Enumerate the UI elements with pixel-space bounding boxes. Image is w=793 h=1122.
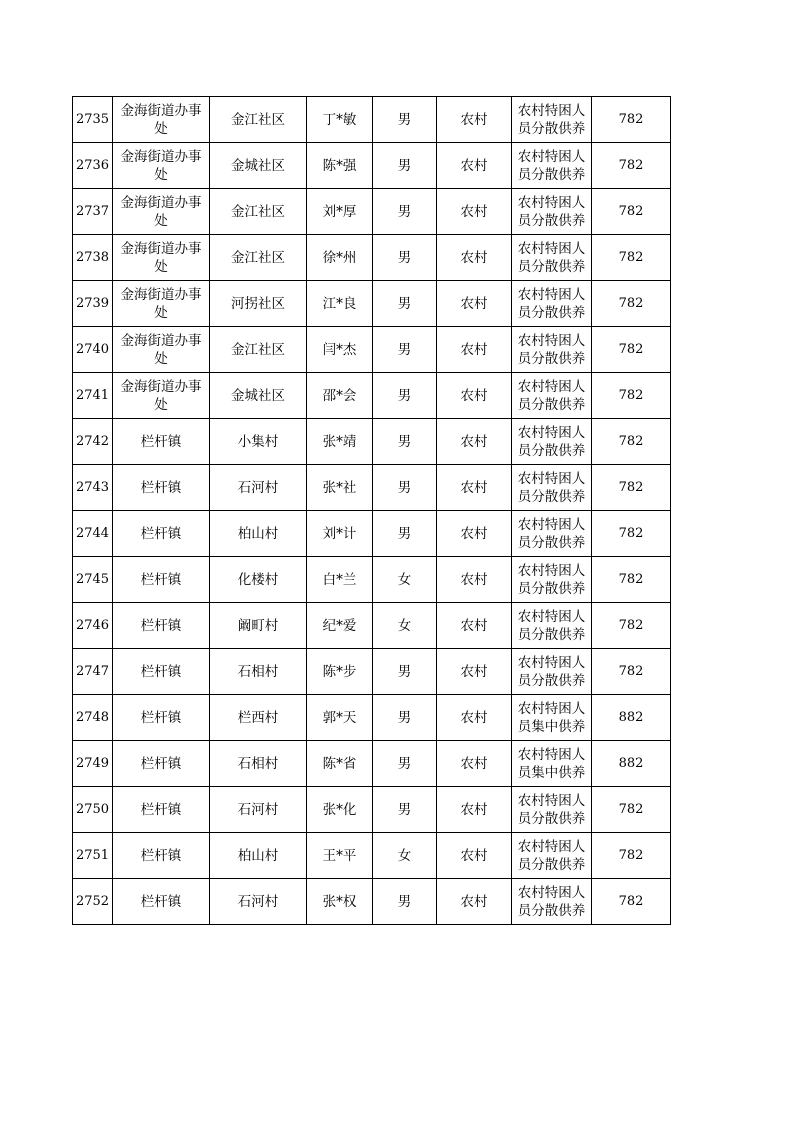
person-name-cell: 陈*强	[307, 143, 373, 189]
record-id-cell: 2747	[73, 649, 113, 695]
support-type-cell: 农村特困人员分散供养	[512, 787, 592, 833]
gender-cell: 女	[373, 557, 437, 603]
table-row	[73, 465, 671, 511]
amount-cell: 882	[592, 741, 671, 787]
table-row	[73, 695, 671, 741]
residence-area-cell: 农村	[437, 879, 512, 925]
person-name-cell: 陈*步	[307, 649, 373, 695]
community-cell: 石河村	[210, 787, 307, 833]
support-type-cell: 农村特困人员分散供养	[512, 879, 592, 925]
amount-cell: 782	[592, 373, 671, 419]
table-row	[73, 787, 671, 833]
table-row	[73, 879, 671, 925]
residence-area-cell: 农村	[437, 787, 512, 833]
street-office-cell: 栏杆镇	[113, 465, 210, 511]
amount-cell: 782	[592, 189, 671, 235]
street-office-cell: 栏杆镇	[113, 787, 210, 833]
street-office-cell: 金海街道办事处	[113, 235, 210, 281]
amount-cell: 782	[592, 603, 671, 649]
records-table	[72, 96, 671, 925]
residence-area-cell: 农村	[437, 511, 512, 557]
record-id-cell: 2752	[73, 879, 113, 925]
support-type-cell: 农村特困人员分散供养	[512, 189, 592, 235]
residence-area-cell: 农村	[437, 465, 512, 511]
table-row	[73, 741, 671, 787]
person-name-cell: 郭*天	[307, 695, 373, 741]
street-office-cell: 栏杆镇	[113, 879, 210, 925]
gender-cell: 男	[373, 787, 437, 833]
gender-cell: 女	[373, 833, 437, 879]
amount-cell: 782	[592, 833, 671, 879]
amount-cell: 782	[592, 327, 671, 373]
record-id-cell: 2743	[73, 465, 113, 511]
table-row	[73, 511, 671, 557]
gender-cell: 女	[373, 603, 437, 649]
gender-cell: 男	[373, 235, 437, 281]
person-name-cell: 邵*会	[307, 373, 373, 419]
residence-area-cell: 农村	[437, 373, 512, 419]
community-cell: 栏西村	[210, 695, 307, 741]
record-id-cell: 2739	[73, 281, 113, 327]
residence-area-cell: 农村	[437, 97, 512, 143]
person-name-cell: 白*兰	[307, 557, 373, 603]
person-name-cell: 王*平	[307, 833, 373, 879]
record-id-cell: 2751	[73, 833, 113, 879]
record-id-cell: 2748	[73, 695, 113, 741]
street-office-cell: 金海街道办事处	[113, 281, 210, 327]
table-row	[73, 189, 671, 235]
person-name-cell: 刘*厚	[307, 189, 373, 235]
table-row	[73, 97, 671, 143]
person-name-cell: 张*靖	[307, 419, 373, 465]
gender-cell: 男	[373, 879, 437, 925]
gender-cell: 男	[373, 97, 437, 143]
support-type-cell: 农村特困人员分散供养	[512, 235, 592, 281]
residence-area-cell: 农村	[437, 143, 512, 189]
gender-cell: 男	[373, 419, 437, 465]
residence-area-cell: 农村	[437, 281, 512, 327]
street-office-cell: 栏杆镇	[113, 419, 210, 465]
gender-cell: 男	[373, 327, 437, 373]
street-office-cell: 金海街道办事处	[113, 189, 210, 235]
gender-cell: 男	[373, 143, 437, 189]
amount-cell: 782	[592, 281, 671, 327]
record-id-cell: 2735	[73, 97, 113, 143]
residence-area-cell: 农村	[437, 603, 512, 649]
table-row	[73, 419, 671, 465]
support-type-cell: 农村特困人员分散供养	[512, 833, 592, 879]
person-name-cell: 张*化	[307, 787, 373, 833]
record-id-cell: 2749	[73, 741, 113, 787]
support-type-cell: 农村特困人员分散供养	[512, 511, 592, 557]
gender-cell: 男	[373, 695, 437, 741]
table-row	[73, 649, 671, 695]
amount-cell: 782	[592, 879, 671, 925]
records-table-body	[73, 97, 671, 925]
community-cell: 金江社区	[210, 235, 307, 281]
support-type-cell: 农村特困人员集中供养	[512, 741, 592, 787]
table-row	[73, 557, 671, 603]
community-cell: 小集村	[210, 419, 307, 465]
support-type-cell: 农村特困人员分散供养	[512, 419, 592, 465]
community-cell: 金江社区	[210, 327, 307, 373]
street-office-cell: 金海街道办事处	[113, 97, 210, 143]
community-cell: 金城社区	[210, 373, 307, 419]
street-office-cell: 栏杆镇	[113, 741, 210, 787]
gender-cell: 男	[373, 189, 437, 235]
support-type-cell: 农村特困人员分散供养	[512, 603, 592, 649]
community-cell: 柏山村	[210, 511, 307, 557]
table-row	[73, 327, 671, 373]
record-id-cell: 2744	[73, 511, 113, 557]
amount-cell: 782	[592, 649, 671, 695]
residence-area-cell: 农村	[437, 649, 512, 695]
person-name-cell: 闫*杰	[307, 327, 373, 373]
record-id-cell: 2738	[73, 235, 113, 281]
person-name-cell: 张*权	[307, 879, 373, 925]
residence-area-cell: 农村	[437, 419, 512, 465]
table-row	[73, 281, 671, 327]
support-type-cell: 农村特困人员分散供养	[512, 97, 592, 143]
community-cell: 石相村	[210, 649, 307, 695]
amount-cell: 782	[592, 557, 671, 603]
street-office-cell: 栏杆镇	[113, 649, 210, 695]
person-name-cell: 纪*爱	[307, 603, 373, 649]
street-office-cell: 栏杆镇	[113, 603, 210, 649]
community-cell: 河拐社区	[210, 281, 307, 327]
support-type-cell: 农村特困人员分散供养	[512, 281, 592, 327]
community-cell: 石河村	[210, 879, 307, 925]
amount-cell: 782	[592, 787, 671, 833]
record-id-cell: 2750	[73, 787, 113, 833]
amount-cell: 782	[592, 235, 671, 281]
gender-cell: 男	[373, 281, 437, 327]
person-name-cell: 丁*敏	[307, 97, 373, 143]
street-office-cell: 栏杆镇	[113, 557, 210, 603]
record-id-cell: 2745	[73, 557, 113, 603]
table-row	[73, 235, 671, 281]
record-id-cell: 2736	[73, 143, 113, 189]
amount-cell: 782	[592, 143, 671, 189]
person-name-cell: 张*社	[307, 465, 373, 511]
street-office-cell: 金海街道办事处	[113, 143, 210, 189]
gender-cell: 男	[373, 741, 437, 787]
support-type-cell: 农村特困人员分散供养	[512, 465, 592, 511]
support-type-cell: 农村特困人员分散供养	[512, 557, 592, 603]
person-name-cell: 江*良	[307, 281, 373, 327]
street-office-cell: 金海街道办事处	[113, 327, 210, 373]
residence-area-cell: 农村	[437, 833, 512, 879]
amount-cell: 782	[592, 419, 671, 465]
community-cell: 石相村	[210, 741, 307, 787]
residence-area-cell: 农村	[437, 327, 512, 373]
table-row	[73, 143, 671, 189]
table-row	[73, 603, 671, 649]
residence-area-cell: 农村	[437, 557, 512, 603]
gender-cell: 男	[373, 465, 437, 511]
community-cell: 石河村	[210, 465, 307, 511]
street-office-cell: 金海街道办事处	[113, 373, 210, 419]
person-name-cell: 刘*计	[307, 511, 373, 557]
amount-cell: 782	[592, 465, 671, 511]
gender-cell: 男	[373, 649, 437, 695]
amount-cell: 782	[592, 97, 671, 143]
person-name-cell: 陈*省	[307, 741, 373, 787]
support-type-cell: 农村特困人员分散供养	[512, 327, 592, 373]
community-cell: 化楼村	[210, 557, 307, 603]
support-type-cell: 农村特困人员分散供养	[512, 143, 592, 189]
record-id-cell: 2742	[73, 419, 113, 465]
person-name-cell: 徐*州	[307, 235, 373, 281]
residence-area-cell: 农村	[437, 189, 512, 235]
table-row	[73, 833, 671, 879]
record-id-cell: 2737	[73, 189, 113, 235]
table-row	[73, 373, 671, 419]
community-cell: 金江社区	[210, 97, 307, 143]
records-sheet	[72, 96, 670, 977]
record-id-cell: 2741	[73, 373, 113, 419]
community-cell: 金江社区	[210, 189, 307, 235]
community-cell: 柏山村	[210, 833, 307, 879]
community-cell: 阚町村	[210, 603, 307, 649]
community-cell: 金城社区	[210, 143, 307, 189]
amount-cell: 882	[592, 695, 671, 741]
gender-cell: 男	[373, 373, 437, 419]
gender-cell: 男	[373, 511, 437, 557]
support-type-cell: 农村特困人员集中供养	[512, 695, 592, 741]
residence-area-cell: 农村	[437, 235, 512, 281]
street-office-cell: 栏杆镇	[113, 511, 210, 557]
support-type-cell: 农村特困人员分散供养	[512, 373, 592, 419]
amount-cell: 782	[592, 511, 671, 557]
street-office-cell: 栏杆镇	[113, 695, 210, 741]
support-type-cell: 农村特困人员分散供养	[512, 649, 592, 695]
record-id-cell: 2746	[73, 603, 113, 649]
record-id-cell: 2740	[73, 327, 113, 373]
street-office-cell: 栏杆镇	[113, 833, 210, 879]
residence-area-cell: 农村	[437, 695, 512, 741]
residence-area-cell: 农村	[437, 741, 512, 787]
